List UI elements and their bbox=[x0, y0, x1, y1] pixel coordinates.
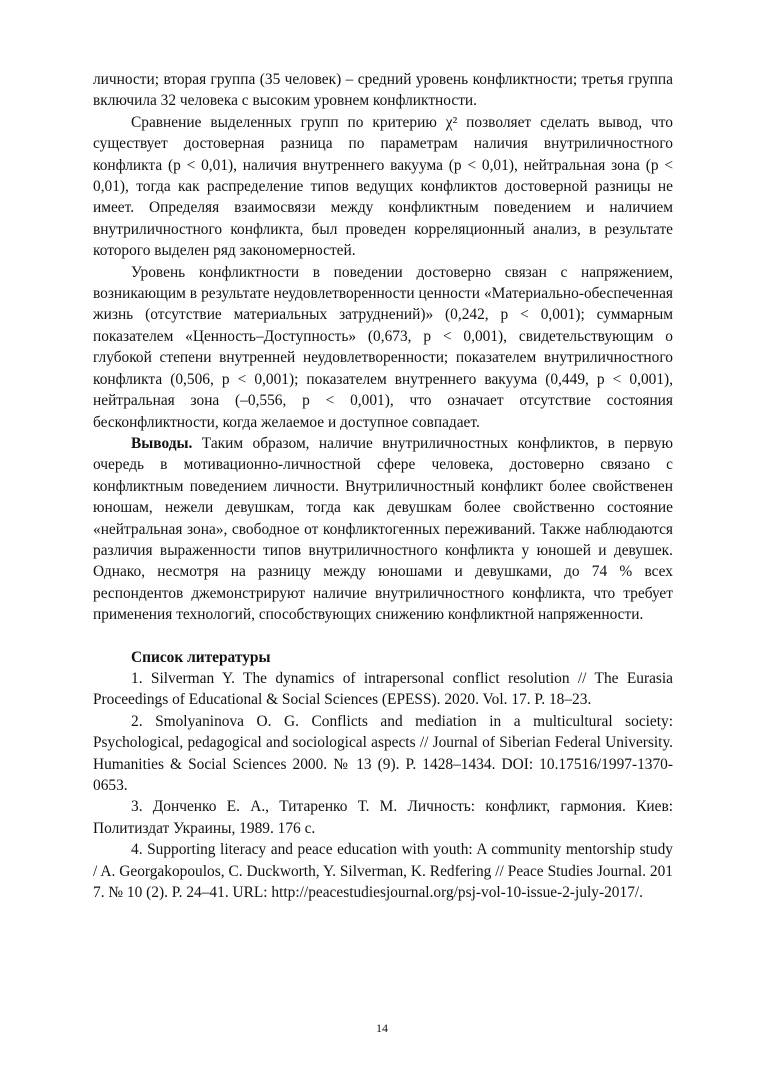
reference-item: 3. Донченко Е. А., Титаренко Т. М. Личность: конфликт, гармония. Киев: Политиздат Украины, 1989. 176 с. bbox=[93, 798, 673, 837]
page-number: 14 bbox=[376, 1021, 388, 1035]
conclusions-label: Выводы. bbox=[131, 434, 193, 452]
paragraph-conclusions bbox=[93, 433, 673, 626]
conclusions-text: Таким образом, наличие внутриличностных конфликтов, в первую очередь в мотивационно-личностной сфере человека, достоверно связано с конфликтным поведением личности. Внутриличностный конфликт более свойственен юношам, нежели девушкам, тогда как девушкам более свойственно состояние «нейтральная зона», свободное от конфликтогенных переживаний. Также наблюдаются различия выраженности типов внутриличностного конфликта у юношей и девушек. Однако, несмотря на разницу между юношами и девушками, до 74 % всех респондентов джемонстрируют наличие внутриличностного конфликта, что требует применения технологий, способствующих снижению конфликтной напряженности. bbox=[93, 434, 673, 624]
article-text bbox=[93, 69, 673, 903]
paragraph-3: Уровень конфликтности в поведении достоверно связан с напряжением, возникающим в результате неудовлетворенности ценности «Материально-обеспеченная жизнь (отсутствие материальных затруднений)» (0,242, p < 0,001); суммарным показателем «Ценность–Доступность» (0,673, p < 0,001), свидетельствующим о глубокой степени внутренней неудовлетворенности; показателем внутриличностного конфликта (0,506, p < 0,001); показателем внутреннего вакуума (0,449, p < 0,001), нейтральная зона (–0,556, p < 0,001), что означает отсутствие состояния бесконфликтности, когда желаемое и доступное совпадает. bbox=[93, 263, 673, 431]
reference-item: 2. Smolyaninova O. G. Conflicts and mediation in a multicultural society: Psychological, pedagogical and sociological aspects // Journal of Siberian Federal University. Humanities & Social Sciences 2000. № 13 (9). P. 1428–1434. DOI: 10.17516/1997-1370-0653. bbox=[93, 712, 673, 794]
paragraph-1: личности; вторая группа (35 человек) – средний уровень конфликтности; третья группа включила 32 человека с высоким уровнем конфликтности. bbox=[93, 71, 673, 110]
references-title: Список литературы bbox=[131, 648, 271, 666]
paragraph-2: Сравнение выделенных групп по критерию χ² позволяет сделать вывод, что существует достоверная разница по параметрам наличия внутриличностного конфликта (p < 0,01), наличия внутреннего вакуума (p < 0,01), нейтральная зона (p < 0,01), тогда как распределение типов ведущих конфликтов достоверной разницы не имеет. Определяя взаимосвязи между конфликтным поведением и наличием внутриличностного конфликта, был проведен корреляционный анализ, в результате которого выделен ряд закономерностей. bbox=[93, 113, 673, 260]
reference-item: 1. Silverman Y. The dynamics of intrapersonal conflict resolution // The Eurasia Proceedings of Educational & Social Sciences (EPESS). 2020. Vol. 17. P. 18–23. bbox=[93, 669, 673, 709]
reference-item: 4. Supporting literacy and peace education with youth: A community mentorship study / A. Georgakopoulos, C. Duckworth, Y. Silverman, K. Redfering // Peace Studies Journal. 2017. № 10 (2). P. 24–41. URL: http://peacestudiesjournal.org/psj-vol-10-issue-2-july-2017/. bbox=[93, 841, 673, 902]
